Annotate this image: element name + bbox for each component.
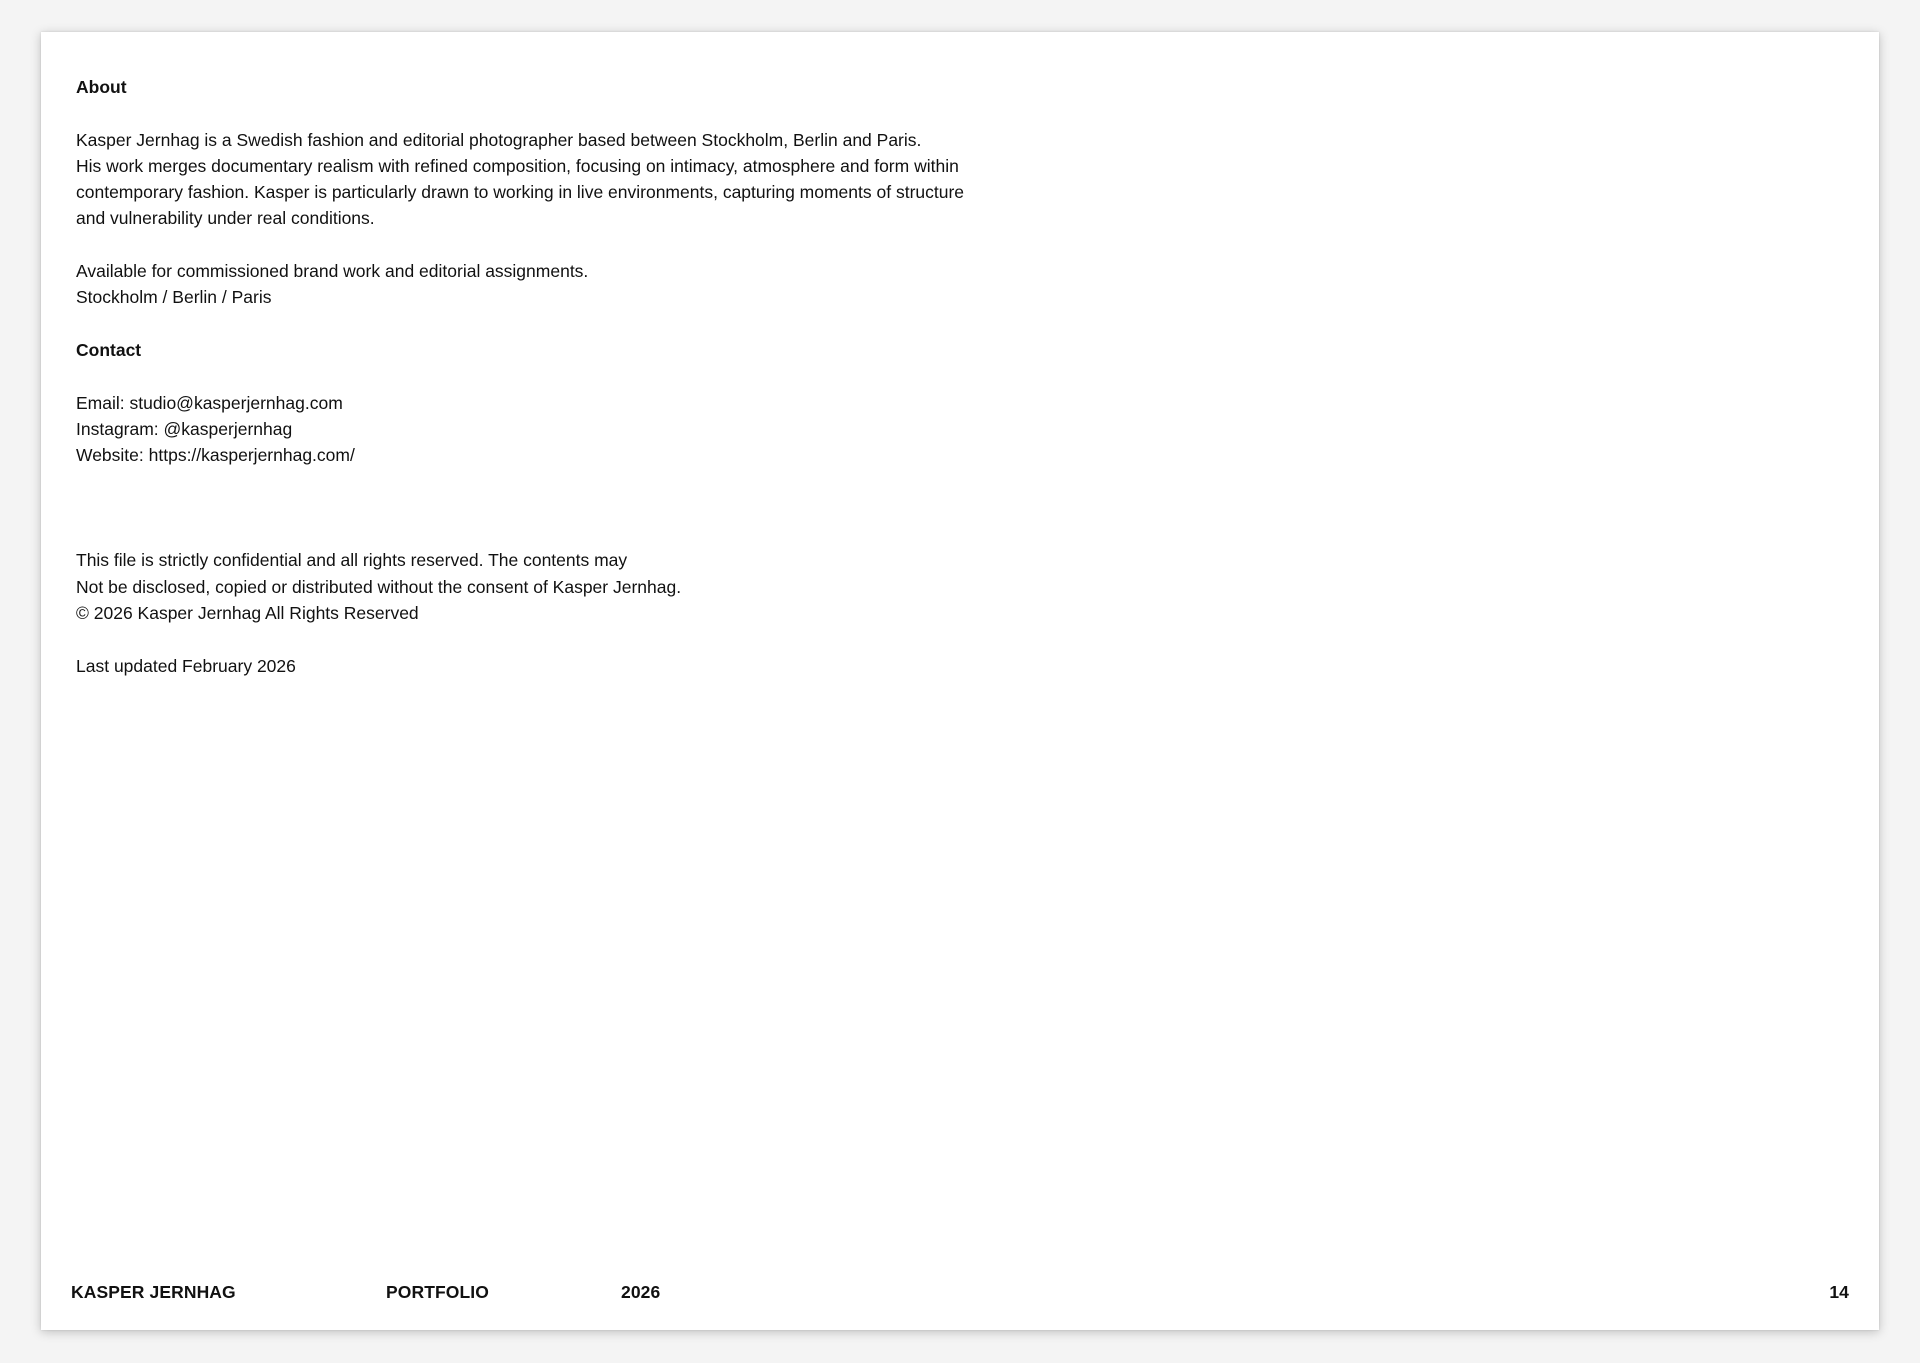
legal-line: Not be disclosed, copied or distributed without the consent of Kasper Jernhag. [76,576,682,597]
locations-text: Stockholm / Berlin / Paris [76,287,272,308]
copyright-text: © 2026 Kasper Jernhag All Rights Reserved [76,602,419,623]
last-updated-text: Last updated February 2026 [76,655,296,676]
legal-line: This file is strictly confidential and all rights reserved. The contents may [76,550,628,571]
bio-line: and vulnerability under real conditions. [76,208,375,229]
footer-portfolio: PORTFOLIO [386,1282,489,1302]
bio-line: contemporary fashion. Kasper is particularly drawn to working in live environments, capturing moments of structure [76,182,965,203]
bio-line: His work merges documentary realism with refined composition, focusing on intimacy, atmosphere and form within [76,155,959,176]
page-number: 14 [1829,1282,1849,1302]
contact-email: Email: studio@kasperjernhag.com [76,392,343,413]
contact-instagram: Instagram: @kasperjernhag [76,418,293,439]
about-heading: About [76,77,127,97]
page-content [76,74,1076,679]
bio-line: Kasper Jernhag is a Swedish fashion and editorial photographer based between Stockholm, Berlin and Paris. [76,129,922,150]
contact-website: Website: https://kasperjernhag.com/ [76,445,355,466]
footer-name: KASPER JERNHAG [71,1282,236,1302]
contact-heading: Contact [76,339,142,360]
document-page [41,32,1879,1330]
footer-year: 2026 [621,1282,661,1302]
availability-text: Available for commissioned brand work and editorial assignments. [76,261,589,282]
